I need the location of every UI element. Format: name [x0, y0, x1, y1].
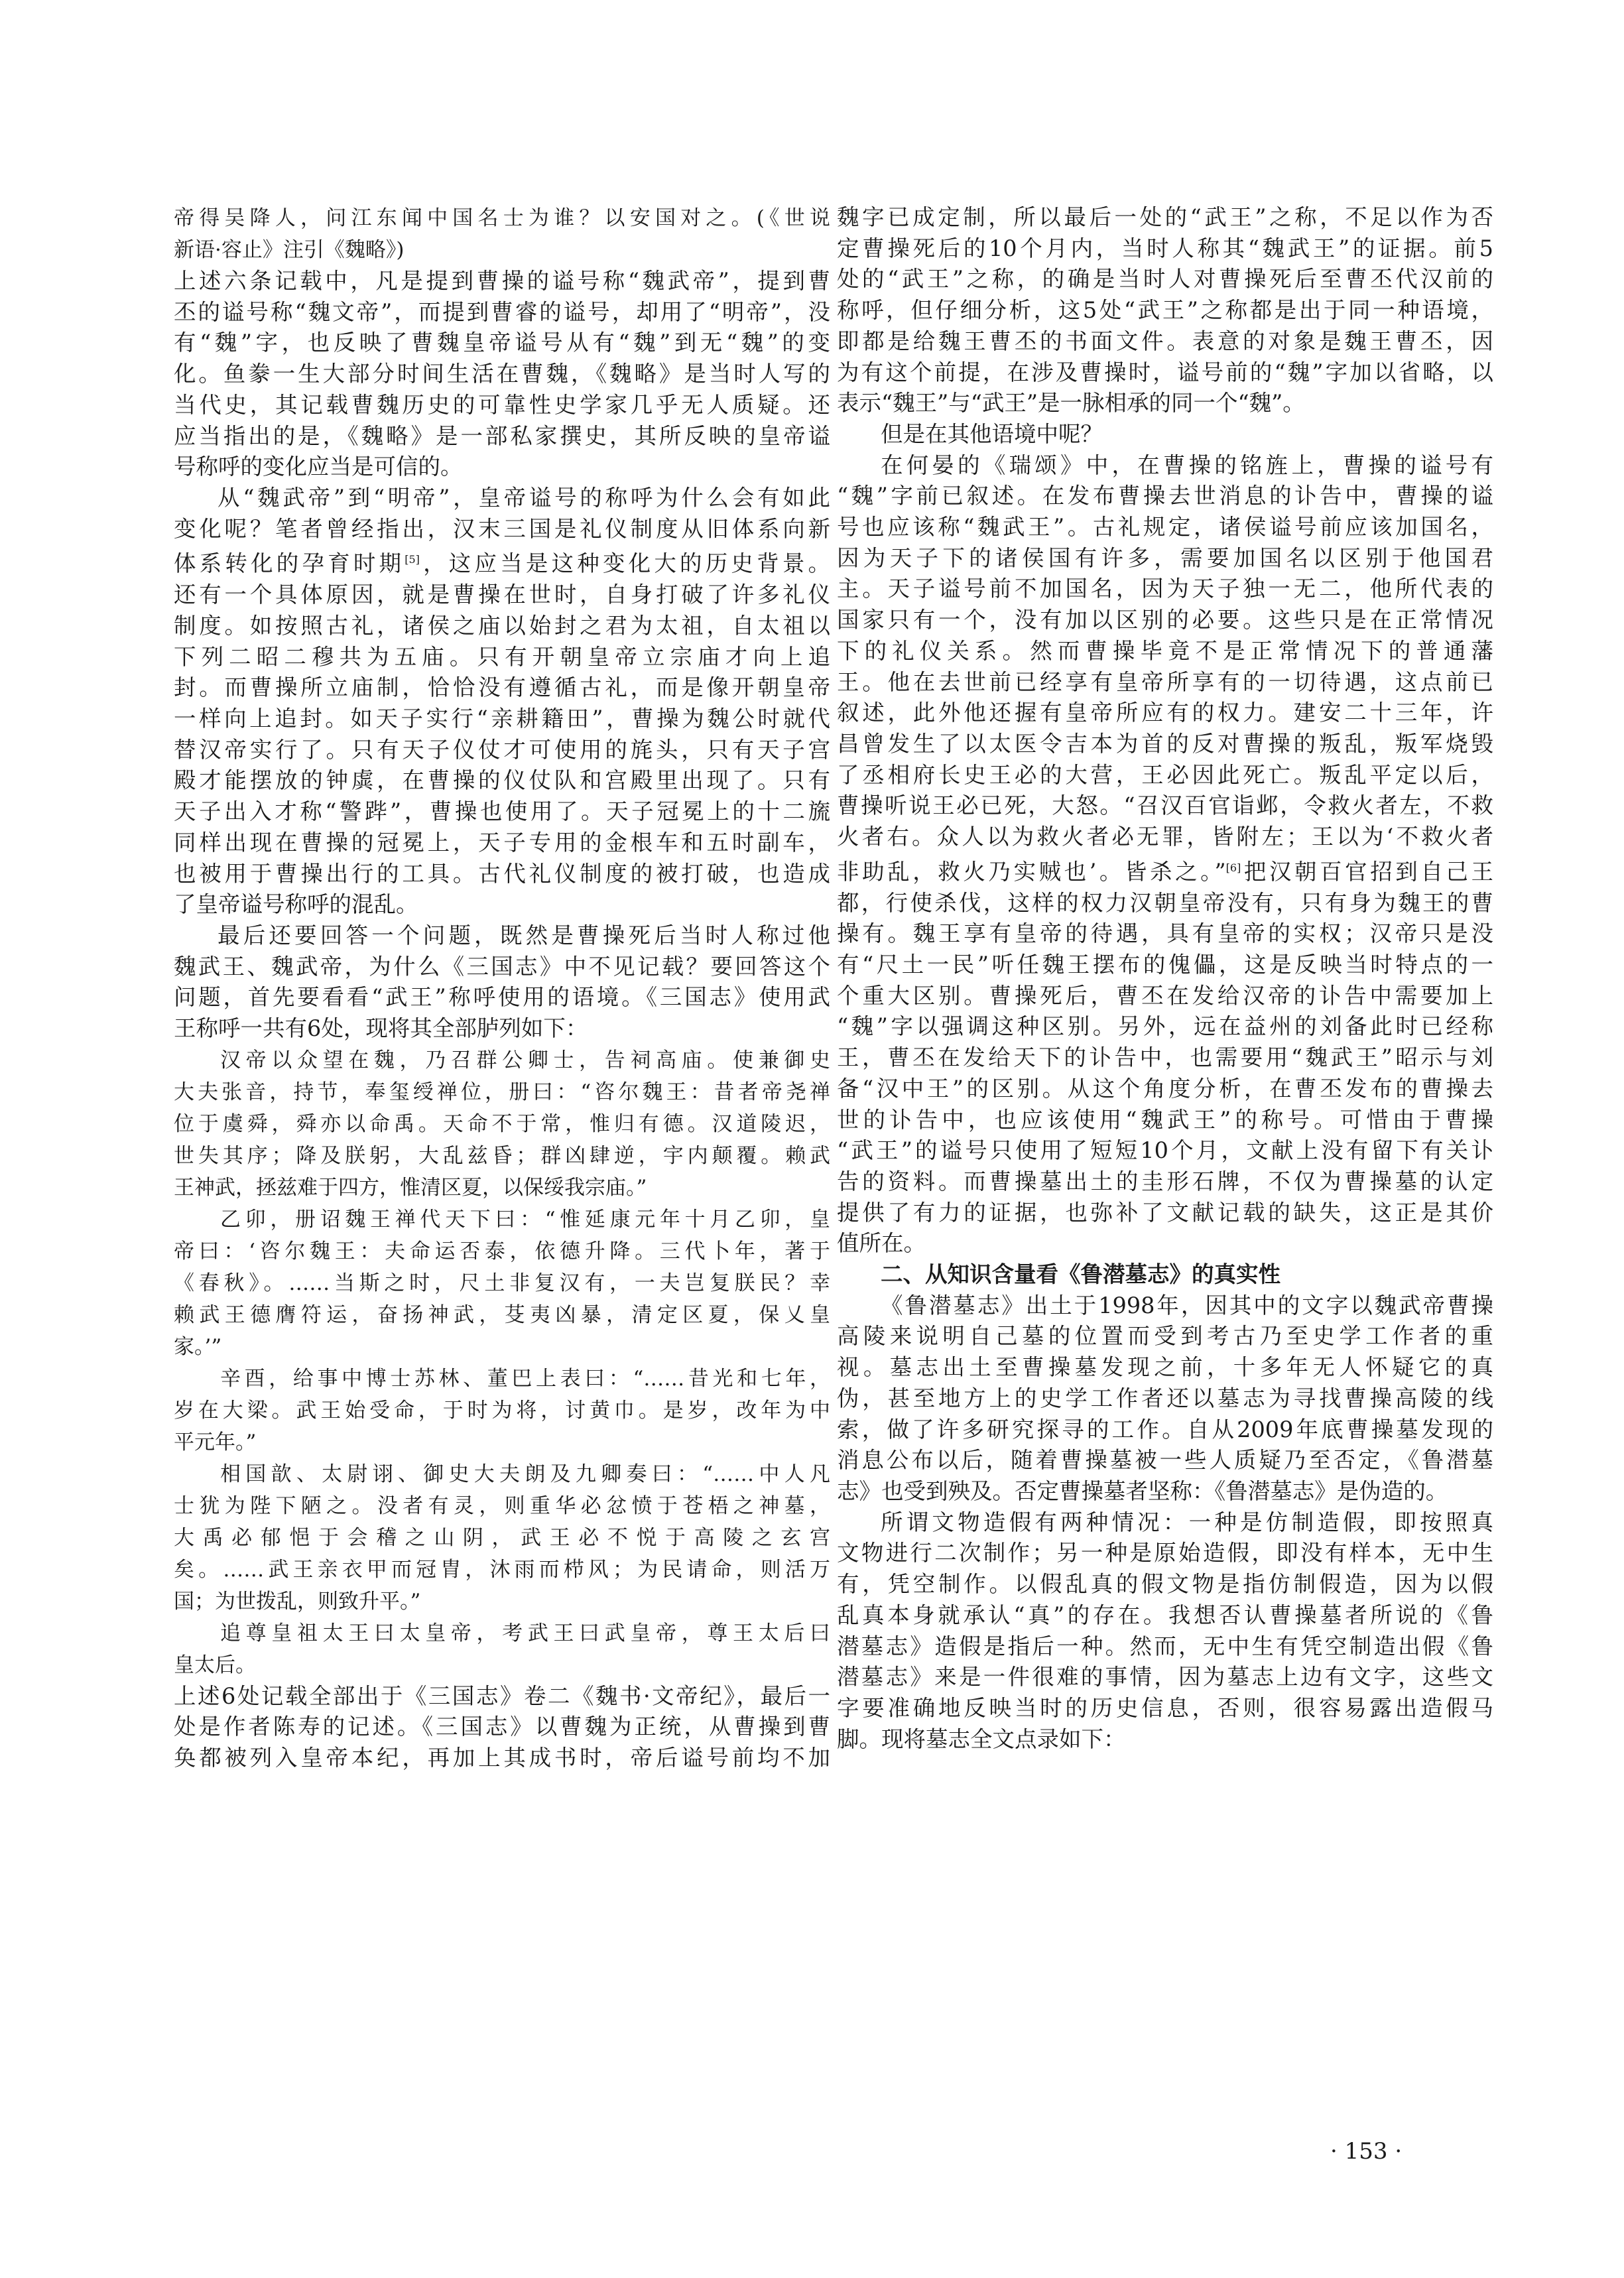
text-line — [837, 295, 1493, 326]
text-line — [837, 760, 1493, 791]
line-text: 大禹必郁悒于会稽之山阴，武王必不悦于高陵之玄宫 — [174, 1525, 830, 1550]
text-line — [837, 698, 1493, 729]
line-text: 定曹操死后的10个月内，当时人称其“魏武王”的证据。前5 — [837, 235, 1493, 261]
text-line — [174, 1681, 830, 1712]
quotation-line — [174, 1426, 830, 1458]
line-text: 号称呼的变化应当是可信的。 — [174, 454, 463, 480]
quotation-line — [174, 1235, 830, 1267]
text-line — [174, 421, 830, 452]
line-text: 魏字已成定制，所以最后一处的“武王”之称，不足以作为否 — [837, 204, 1493, 230]
line-text: 应当指出的是，《魏略》是一部私家撰史，其所反映的皇帝谥 — [174, 422, 830, 449]
line-text: 皇太后。 — [174, 1653, 256, 1677]
text-line — [837, 419, 1493, 450]
text-line — [837, 1105, 1493, 1136]
quotation-line — [174, 1522, 830, 1554]
quotation-line — [174, 1076, 830, 1108]
text-line — [174, 859, 830, 890]
line-text: 称呼，但仔细分析，这5处“武王”之称都是出于同一种语境， — [837, 297, 1493, 324]
text-line — [837, 636, 1493, 667]
text-line — [837, 1321, 1493, 1352]
line-text: 还有一个具体原因，就是曹操在世时，自身打破了许多礼仪 — [174, 582, 830, 608]
line-text: 有“魏”字，也反映了曹魏皇帝谥号从有“魏”到无“魏”的变 — [174, 330, 830, 356]
text-line — [837, 388, 1493, 419]
text-line — [174, 390, 830, 421]
line-text: 为有这个前提，在涉及曹操时，谥号前的“魏”字加以省略，以 — [837, 359, 1493, 385]
line-text: 家。’” — [174, 1334, 222, 1359]
line-text: 都，行使杀伐，这样的权力汉朝皇帝没有，只有身为魏王的曹 — [837, 889, 1493, 916]
text-line — [837, 1569, 1493, 1600]
line-text: 魏武王、魏武帝，为什么《三国志》中不见记载？要回答这个 — [174, 953, 830, 980]
text-line — [837, 574, 1493, 605]
line-text: 叙述，此外他还握有皇帝所应有的权力。建安二十三年，许 — [837, 700, 1493, 726]
line-text: 新语·容止》注引《魏略》) — [174, 238, 405, 262]
left-column — [174, 202, 830, 1774]
line-text: 二、从知识含量看《鲁潜墓志》的真实性 — [881, 1261, 1280, 1288]
text-line — [174, 266, 830, 297]
line-text: 世的讣告中，也应该使用“魏武王”的称号。可惜由于曹操 — [837, 1106, 1493, 1133]
line-text: 个重大区别。曹操死后，曹丕在发给汉帝的讣告中需要加上 — [837, 982, 1493, 1009]
text-line — [837, 1538, 1493, 1569]
text-line — [174, 828, 830, 859]
text-line — [837, 853, 1493, 888]
right-column — [837, 202, 1493, 1755]
text-line — [837, 1228, 1493, 1259]
line-text: “魏”字前已叙述。在发布曹操去世消息的讣告中，曹操的谥 — [837, 483, 1493, 509]
text-line — [837, 1600, 1493, 1631]
line-text: 上述6处记载全部出于《三国志》卷二《魏书·文帝纪》，最后一 — [174, 1682, 830, 1709]
text-line — [174, 889, 830, 920]
line-text: 志》也受到殃及。否定曹操墓者坚称：《鲁潜墓志》是伪造的。 — [837, 1478, 1448, 1504]
text-line — [174, 952, 830, 983]
line-text: 追尊皇祖太王曰太皇帝，考武王曰武皇帝，尊王太后曰 — [220, 1621, 830, 1645]
text-line — [837, 605, 1493, 636]
text-line — [174, 452, 830, 483]
quotation-line — [174, 1363, 830, 1395]
line-text: 索，做了许多研究探寻的工作。自从2009年底曹操墓发现的 — [837, 1416, 1493, 1442]
line-text-continued: 把汉朝百官招到自己王 — [1241, 858, 1493, 885]
line-text: “魏”字以强调这种区别。另外，远在益州的刘备此时已经称 — [837, 1013, 1493, 1040]
line-text: 帝得吴降人，问江东闻中国名士为谁？以安国对之。(《世说 — [174, 206, 830, 230]
line-text: 表示“魏王”与“武王”是一脉相承的同一个“魏”。 — [837, 390, 1305, 416]
text-line — [174, 297, 830, 328]
text-line — [837, 1352, 1493, 1383]
text-line — [837, 357, 1493, 389]
text-line — [837, 1724, 1493, 1755]
line-text: 从“魏武帝”到“明帝”，皇帝谥号的称呼为什么会有如此 — [218, 484, 830, 511]
line-text: 问题，首先要看看“武王”称呼使用的语境。《三国志》使用武 — [174, 984, 830, 1011]
quotation-line — [174, 1458, 830, 1490]
quotation-line — [174, 1617, 830, 1649]
line-text: 号也应该称“魏武王”。古礼规定，诸侯谥号前应该加国名， — [837, 514, 1493, 540]
line-text: 有“尺土一民”听任魏王摆布的傀儡，这是反映当时特点的一 — [837, 952, 1493, 978]
text-line — [837, 1383, 1493, 1415]
text-line — [174, 920, 830, 952]
quotation-line — [174, 202, 830, 234]
line-text: 文物进行二次制作；另一种是原始造假，即没有样本，无中生 — [837, 1540, 1493, 1566]
line-text: 天子出入才称“警跸”，曹操也使用了。天子冠冕上的十二旒 — [174, 798, 830, 825]
text-line — [837, 1662, 1493, 1693]
text-line — [837, 264, 1493, 295]
line-text: 矣。……武王亲衣甲而冠胄，沐雨而栉风；为民请命，则活万 — [174, 1557, 830, 1582]
line-text: 非助乱，救火乃实贼也’。皆杀之。” — [837, 858, 1226, 885]
line-text: 国家只有一个，没有加以区别的必要。这些只是在正常情况 — [837, 607, 1493, 633]
text-line — [174, 359, 830, 390]
text-line — [837, 888, 1493, 919]
section-heading — [837, 1259, 1493, 1291]
line-text: 了皇帝谥号称呼的混乱。 — [174, 891, 418, 918]
text-line — [837, 918, 1493, 950]
quotation-line — [174, 1649, 830, 1681]
line-text: 即都是给魏王曹丕的书面文件。表意的对象是魏王曹丕，因 — [837, 328, 1493, 354]
line-text: 奂都被列入皇帝本纪，再加上其成书时，帝后谥号前均不加 — [174, 1745, 830, 1771]
text-line — [174, 328, 830, 359]
text-line — [837, 450, 1493, 481]
line-text: 脚。现将墓志全文点录如下： — [837, 1726, 1126, 1752]
text-line — [174, 704, 830, 735]
line-text: 消息公布以后，随着曹操墓被一些人质疑乃至否定，《鲁潜墓 — [837, 1447, 1493, 1474]
line-text: 潜墓志》来是一件很难的事情，因为墓志上边有文字，这些文 — [837, 1664, 1493, 1690]
line-text: 封。而曹操所立庙制，恰恰没有遵循古礼，而是像开朝皇帝 — [174, 674, 830, 701]
quotation-line — [174, 234, 830, 266]
line-text: 下的礼仪关系。然而曹操毕竟不是正常情况下的普通藩 — [837, 637, 1493, 664]
line-text: 高陵来说明自己墓的位置而受到考古乃至史学工作者的重 — [837, 1323, 1493, 1350]
line-text: 汉帝以众望在魏，乃召群公卿士，告祠高庙。使兼御史 — [220, 1048, 830, 1072]
line-text: 处的“武王”之称，的确是当时人对曹操死后至曹丕代汉前的 — [837, 266, 1493, 292]
quotation-line — [174, 1172, 830, 1204]
text-line — [837, 1135, 1493, 1167]
line-text: 变化呢？笔者曾经指出，汉末三国是礼仪制度从旧体系向新 — [174, 515, 830, 542]
text-line — [837, 202, 1493, 233]
line-text: 殿才能摆放的钟虡，在曹操的仪仗队和宫殿里出现了。只有 — [174, 767, 830, 794]
text-line — [174, 514, 830, 545]
line-text: 最后还要回答一个问题，既然是曹操死后当时人称过他 — [218, 922, 830, 948]
line-text: 国；为世拨乱，则致升平。” — [174, 1589, 421, 1614]
quotation-line — [174, 1331, 830, 1363]
line-text: 帝曰：‘咨尔魏王：夫命运否泰，依德升降。三代卜年，著于 — [174, 1239, 830, 1263]
text-line — [837, 822, 1493, 853]
line-text: 但是在其他语境中呢？ — [881, 420, 1103, 447]
text-line — [837, 1291, 1493, 1322]
line-text: 字要准确地反映当时的历史信息，否则，很容易露出造假马 — [837, 1694, 1493, 1721]
text-line — [174, 1013, 830, 1044]
text-line — [837, 481, 1493, 512]
line-text: 体系转化的孕育时期 — [174, 550, 405, 577]
line-text: 王称呼一共有6处，现将其全部胪列如下： — [174, 1015, 588, 1042]
quotation-line — [174, 1140, 830, 1172]
text-line — [837, 667, 1493, 698]
line-text: 上述六条记载中，凡是提到曹操的谥号称“魏武帝”，提到曹 — [174, 268, 830, 294]
footnote-marker: [5] — [405, 553, 420, 566]
line-text: 相国歆、太尉诩、御史大夫朗及九卿奏曰：“……中人凡 — [220, 1462, 830, 1486]
text-line — [837, 1198, 1493, 1229]
text-line — [174, 611, 830, 642]
text-line — [837, 1043, 1493, 1074]
line-text: 备“汉中王”的区别。从这个角度分析，在曹丕发布的曹操去 — [837, 1075, 1493, 1102]
quotation-line — [174, 1586, 830, 1617]
line-text: 《鲁潜墓志》出土于1998年，因其中的文字以魏武帝曹操 — [881, 1292, 1493, 1318]
text-line — [837, 1167, 1493, 1198]
footnote-marker: [6] — [1225, 861, 1241, 874]
text-line — [174, 544, 830, 580]
text-line — [174, 1743, 830, 1774]
text-line — [837, 543, 1493, 574]
line-text: 处是作者陈寿的记述。《三国志》以曹魏为正统，从曹操到曹 — [174, 1714, 830, 1740]
line-text: 赖武王德膺符运，奋扬神武，芟夷凶暴，清定区夏，保乂皇 — [174, 1302, 830, 1327]
text-line — [837, 326, 1493, 357]
line-text: 王神武，拯兹难于四方，惟清区夏，以保绥我宗庙。” — [174, 1175, 647, 1200]
text-line — [837, 1011, 1493, 1043]
quotation-line — [174, 1395, 830, 1426]
line-text: 丕的谥号称“魏文帝”，而提到曹睿的谥号，却用了“明帝”，没 — [174, 298, 830, 325]
line-text: 士犹为陛下陋之。没者有灵，则重华必忿愤于苍梧之神墓， — [174, 1493, 830, 1518]
line-text: 昌曾发生了以太医令吉本为首的反对曹操的叛乱，叛军烧毁 — [837, 730, 1493, 757]
line-text: 提供了有力的证据，也弥补了文献记载的缺失，这正是其价 — [837, 1199, 1493, 1226]
line-text: 潜墓志》造假是指后一种。然而，无中生有凭空制造出假《鲁 — [837, 1633, 1493, 1659]
text-line — [837, 950, 1493, 981]
text-line — [174, 982, 830, 1013]
line-text: 岁在大梁。武王始受命，于时为将，讨黄巾。是岁，改年为中 — [174, 1398, 830, 1423]
line-text: 同样出现在曹操的冠冕上，天子专用的金根车和五时副车， — [174, 829, 830, 855]
line-text: 《春秋》。……当斯之时，尺土非复汉有，一夫岂复朕民？幸 — [174, 1271, 830, 1295]
quotation-line — [174, 1108, 830, 1140]
line-text: 王，曹丕在发给天下的讣告中，也需要用“魏武王”昭示与刘 — [837, 1044, 1493, 1071]
line-text: 王。他在去世前已经享有皇帝所享有的一切待遇，这点前已 — [837, 668, 1493, 695]
text-line — [837, 1631, 1493, 1663]
text-line — [174, 642, 830, 673]
text-line — [837, 1476, 1493, 1507]
page-number: · 153 · — [1330, 2138, 1403, 2165]
line-text: 世失其序；降及朕躬，大乱兹昏；群凶肆逆，宇内颠覆。赖武 — [174, 1143, 830, 1168]
line-text: 化。鱼豢一生大部分时间生活在曹魏，《魏略》是当时人写的 — [174, 361, 830, 387]
line-text: 主。天子谥号前不加国名，因为天子独一无二，他所代表的 — [837, 576, 1493, 602]
text-line — [174, 1712, 830, 1743]
quotation-line — [174, 1267, 830, 1299]
line-text: 也被用于曹操出行的工具。古代礼仪制度的被打破，也造成 — [174, 860, 830, 887]
text-line — [837, 1693, 1493, 1724]
text-line — [174, 735, 830, 766]
line-text: 大夫张音，持节，奉玺绶禅位，册曰：“咨尔魏王：昔者帝尧禅 — [174, 1080, 830, 1104]
line-text-continued: ，这应当是这种变化大的历史背景。 — [419, 550, 830, 577]
line-text: 所谓文物造假有两种情况：一种是仿制造假，即按照真 — [881, 1509, 1493, 1535]
quotation-line — [174, 1044, 830, 1076]
line-text: 乙卯，册诏魏王禅代天下曰：“惟延康元年十月乙卯，皇 — [220, 1207, 830, 1232]
line-text: 替汉帝实行了。只有天子仪仗才可使用的旄头，只有天子宫 — [174, 736, 830, 763]
text-line — [837, 1507, 1493, 1539]
line-text: 当代史，其记载曹魏历史的可靠性史学家几乎无人质疑。还 — [174, 391, 830, 418]
line-text: 火者右。众人以为救火者必无罪，皆附左；王以为‘不救火者 — [837, 824, 1493, 850]
line-text: 告的资料。而曹操墓出土的圭形石牌，不仅为曹操墓的认定 — [837, 1168, 1493, 1194]
quotation-line — [174, 1204, 830, 1235]
line-text: 在何晏的《瑞颂》中，在曹操的铭旌上，曹操的谥号有 — [881, 452, 1493, 478]
quotation-line — [174, 1299, 830, 1331]
text-line — [837, 729, 1493, 760]
quotation-line — [174, 1490, 830, 1522]
line-text: 乱真本身就承认“真”的存在。我想否认曹操墓者所说的《鲁 — [837, 1602, 1493, 1628]
quotation-line — [174, 1554, 830, 1586]
line-text: 一样向上追封。如天子实行“亲耕籍田”，曹操为魏公时就代 — [174, 706, 830, 731]
line-text: 位于虞舜，舜亦以命禹。天命不于常，惟归有德。汉道陵迟， — [174, 1111, 830, 1136]
line-text: 视。墓志出土至曹操墓发现之前，十多年无人怀疑它的真 — [837, 1354, 1493, 1381]
text-line — [174, 672, 830, 704]
text-line — [837, 981, 1493, 1012]
line-text: 平元年。” — [174, 1430, 257, 1454]
text-line — [837, 1445, 1493, 1476]
line-text: “武王”的谥号只使用了短短10个月，文献上没有留下有关讣 — [837, 1137, 1493, 1164]
line-text: 有，凭空制作。以假乱真的假文物是指仿制假造，因为以假 — [837, 1571, 1493, 1598]
text-line — [174, 796, 830, 828]
line-text: 伪，甚至地方上的史学工作者还以墓志为寻找曹操高陵的线 — [837, 1385, 1493, 1411]
line-text: 制度。如按照古礼，诸侯之庙以始封之君为太祖，自太祖以 — [174, 612, 830, 639]
text-line — [837, 1074, 1493, 1105]
text-line — [837, 512, 1493, 543]
text-line — [837, 233, 1493, 265]
line-text: 因为天子下的诸侯国有许多，需要加国名以区别于他国君 — [837, 544, 1493, 571]
text-line — [174, 483, 830, 514]
text-line — [174, 765, 830, 796]
line-text: 辛酉，给事中博士苏林、董巴上表曰：“……昔光和七年， — [220, 1366, 830, 1391]
text-line — [174, 580, 830, 611]
text-line — [837, 791, 1493, 822]
line-text: 值所在。 — [837, 1230, 926, 1257]
line-text: 下列二昭二穆共为五庙。只有开朝皇帝立宗庙才向上追 — [174, 643, 830, 670]
line-text: 操有。魏王享有皇帝的待遇，具有皇帝的实权；汉帝只是没 — [837, 920, 1493, 947]
line-text: 曹操听说王必已死，大怒。“召汉百官诣邺，令救火者左，不救 — [837, 792, 1493, 819]
text-line — [837, 1415, 1493, 1446]
line-text: 了丞相府长史王必的大营，王必因此死亡。叛乱平定以后， — [837, 761, 1493, 788]
